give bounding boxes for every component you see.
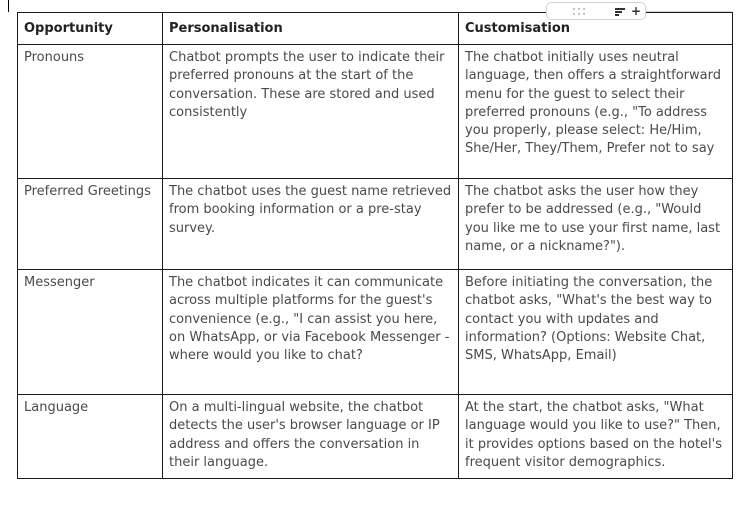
cell-personalisation[interactable]: The chatbot uses the guest name retrieved from booking information or a pre-stay survey. [163, 179, 459, 270]
plus-icon: + [631, 4, 642, 18]
cell-customisation[interactable]: At the start, the chatbot asks, "What language would you like to use?" Then, it provides options based on the hotel's frequent visitor demographics. [459, 395, 733, 479]
table-row [18, 179, 733, 270]
table-row [18, 395, 733, 479]
text-cursor [8, 0, 9, 12]
cell-opportunity[interactable]: Messenger [18, 270, 163, 395]
header-customisation[interactable]: Customisation [459, 13, 733, 45]
drag-handle-dots-icon[interactable] [573, 8, 585, 16]
cell-customisation[interactable]: Before initiating the conversation, the chatbot asks, "What's the best way to contact you with updates and information? (Options: Website Chat, SMS, WhatsApp, Email) [459, 270, 733, 395]
sort-lines-icon[interactable] [615, 7, 625, 17]
header-opportunity[interactable]: Opportunity [18, 13, 163, 45]
cell-opportunity[interactable]: Preferred Greetings [18, 179, 163, 270]
cell-opportunity[interactable]: Pronouns [18, 45, 163, 179]
cell-customisation[interactable]: The chatbot asks the user how they prefer to be addressed (e.g., "Would you like me to use your first name, last name, or a nickname?"). [459, 179, 733, 270]
add-column-button[interactable] [631, 4, 641, 18]
cell-personalisation[interactable]: Chatbot prompts the user to indicate their preferred pronouns at the start of the conversation. These are stored and used consistently [163, 45, 459, 179]
header-personalisation[interactable]: Personalisation [163, 13, 459, 45]
table-row [18, 45, 733, 179]
table-toolbar [546, 2, 646, 20]
cell-opportunity[interactable]: Language [18, 395, 163, 479]
cell-personalisation[interactable]: The chatbot indicates it can communicate across multiple platforms for the guest's convenience (e.g., "I can assist you here, on WhatsApp, or via Facebook Messenger - where would you like to chat? [163, 270, 459, 395]
opportunity-table [17, 12, 733, 479]
table-row [18, 270, 733, 395]
cell-customisation[interactable]: The chatbot initially uses neutral language, then offers a straightforward menu for the guest to select their preferred pronouns (e.g., "To address you properly, please select: He/Him, She/Her, They/Them, Prefer not to say [459, 45, 733, 179]
cell-personalisation[interactable]: On a multi-lingual website, the chatbot detects the user's browser language or IP address and offers the conversation in their language. [163, 395, 459, 479]
